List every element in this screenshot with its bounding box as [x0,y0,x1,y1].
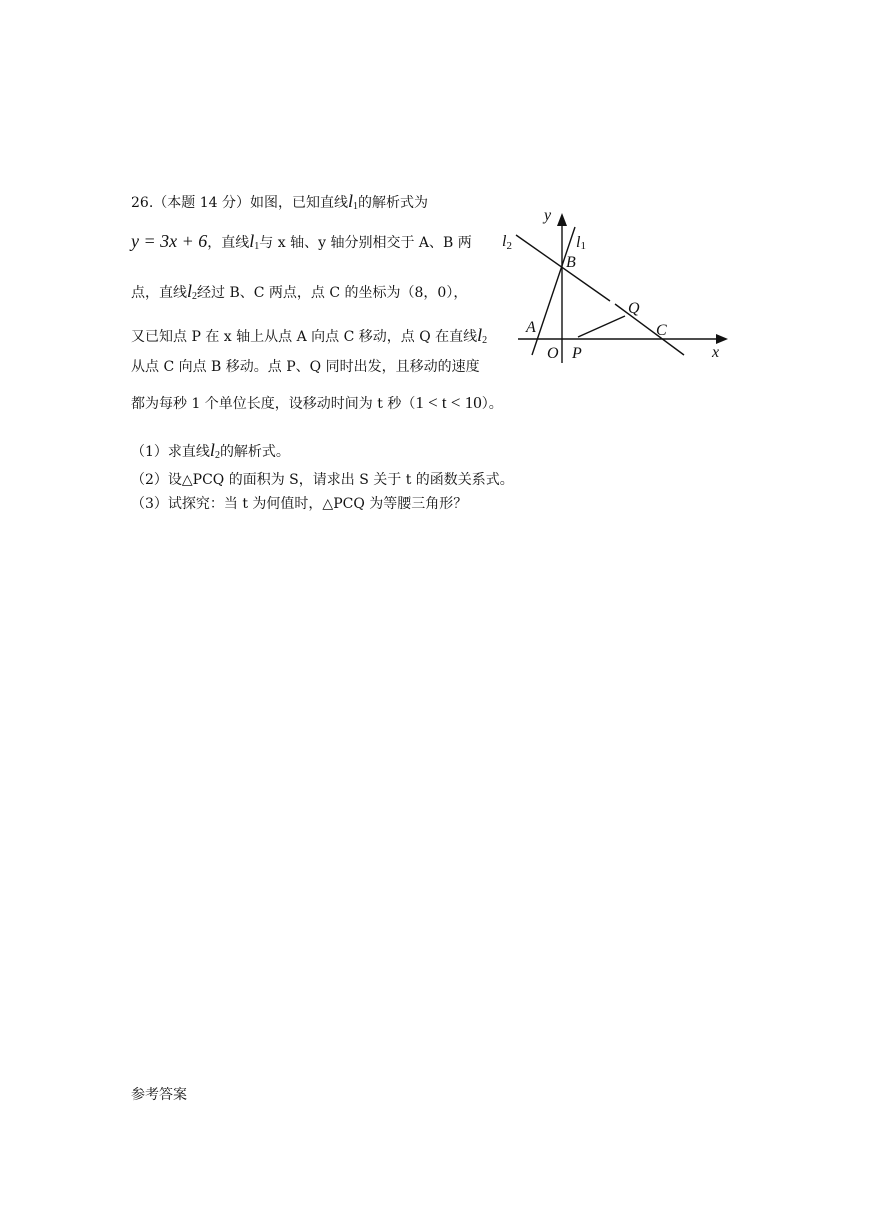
line-l2-lower [615,304,684,355]
line-l1-symbol: $l_1$ [249,231,260,252]
coordinate-figure [498,205,738,370]
text-segment: 又已知点 P 在 x 轴上从点 A 向点 C 移动，点 Q 在直线 [131,329,478,345]
text-segment: 经过 B、C 两点，点 C 的坐标为（8，0）， [197,285,468,301]
line-l2-symbol: $l_2$ [187,281,198,302]
line-l2-symbol: $l_2$ [477,325,488,346]
label-o: O [547,345,559,362]
label-y: y [544,207,552,224]
label-b: B [566,254,576,271]
text-segment: 的解析式为 [358,195,428,211]
y-axis-arrow [557,213,567,226]
problem-line-6 [131,393,503,414]
question-2: （2）设△PCQ 的面积为 S，请求出 S 关于 t 的函数关系式。 [131,472,514,488]
line-l1 [532,227,575,355]
text-segment: 都为每秒 1 个单位长度，设移动时间为 t 秒（ [131,396,416,412]
label-l2: l2 [502,233,512,252]
problem-line-5: 从点 C 向点 B 移动。点 P、Q 同时出发，且移动的速度 [131,359,480,375]
segment-pq [578,316,625,337]
text-segment: ，直线 [207,235,250,251]
equation-l1: y = 3x + 6 [131,231,208,251]
problem-line-3 [131,281,467,307]
question-1 [131,440,290,466]
text-segment: ）。 [481,396,503,412]
x-axis-arrow [716,334,728,344]
text-segment: 与 x 轴、y 轴分别相交于 A、B 两 [259,235,472,251]
line-l2-symbol: $l_2$ [209,440,220,461]
label-l1: l1 [576,234,586,252]
text-segment: 点，直线 [131,285,187,301]
line-l1-symbol: $l_1$ [347,191,358,212]
label-p: P [572,345,582,362]
text-segment: （1）求直线 [131,444,210,460]
text-segment: 的解析式。 [219,444,290,460]
answer-heading: 参考答案 [131,1087,187,1103]
line-l2-upper [516,235,610,301]
problem-line-1 [131,191,428,217]
problem-line-4 [131,325,487,351]
problem-line-2 [131,231,472,257]
text-segment: 26.（本题 14 分）如图，已知直线 [131,195,348,211]
question-3: （3）试探究：当 t 为何值时，△PCQ 为等腰三角形？ [131,496,468,512]
label-q: Q [628,300,640,317]
label-a: A [526,319,536,336]
label-x: x [712,344,720,361]
label-c: C [656,322,667,339]
time-range: 1 < t < 10 [415,393,482,412]
